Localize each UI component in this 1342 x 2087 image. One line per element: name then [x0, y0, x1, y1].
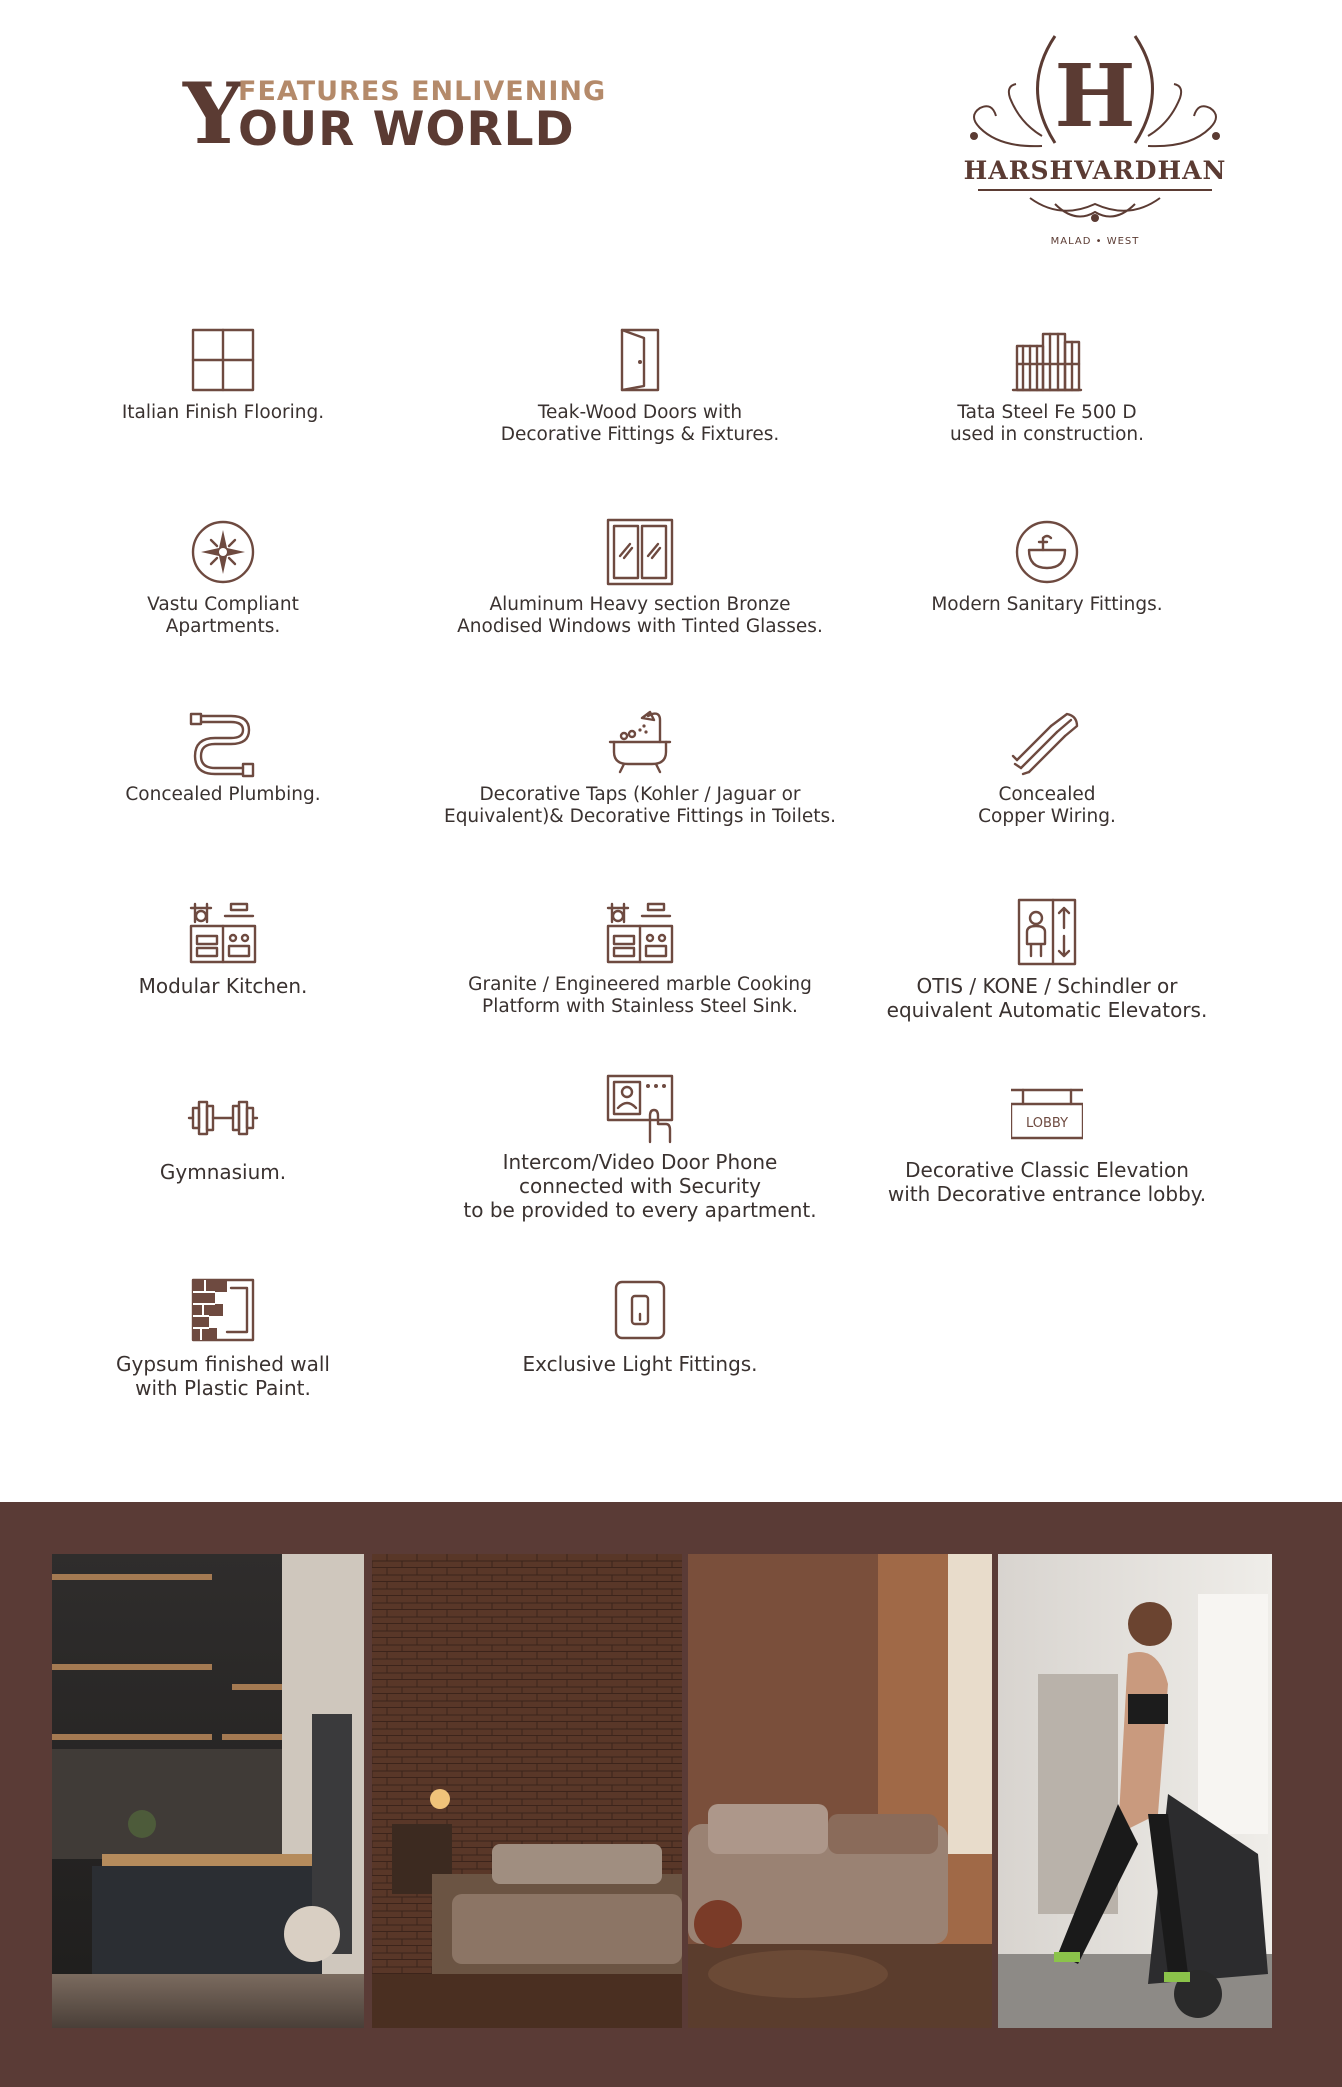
feature-teak-doors	[430, 324, 850, 446]
headline	[183, 64, 607, 163]
feature-vastu	[13, 516, 433, 638]
feature-label: Exclusive Light Fittings.	[522, 1352, 758, 1376]
feature-tata-steel	[837, 324, 1257, 446]
wires-icon	[1011, 706, 1083, 778]
bedroom-photo	[372, 1554, 682, 2028]
elevator-icon	[1011, 896, 1083, 968]
feature-cooking-platform	[430, 896, 850, 1018]
pipe-icon	[187, 706, 259, 778]
feature-classic-elevation	[837, 1080, 1257, 1206]
dumbbell-icon	[187, 1082, 259, 1154]
feature-label: Modular Kitchen.	[138, 974, 308, 998]
logo-brand: HARSHVARDHAN	[963, 156, 1227, 185]
feature-elevators	[837, 896, 1257, 1022]
feature-gypsum-wall	[13, 1274, 433, 1400]
sink-icon	[1011, 516, 1083, 588]
light-switch-icon	[604, 1274, 676, 1346]
door-icon	[604, 324, 676, 396]
feature-label: Concealed Copper Wiring.	[978, 784, 1116, 827]
feature-gymnasium	[13, 1082, 433, 1184]
feature-light-fittings	[430, 1274, 850, 1376]
feature-label: Decorative Classic Elevation with Decorative entrance lobby.	[887, 1158, 1207, 1206]
feature-label: Italian Finish Flooring.	[121, 402, 325, 423]
feature-modular-kitchen	[13, 896, 433, 998]
feature-label: Gypsum finished wall with Plastic Paint.	[116, 1352, 330, 1400]
living-room-photo	[688, 1554, 992, 2028]
gym-photo	[998, 1554, 1272, 2028]
feature-copper-wiring	[837, 706, 1257, 828]
logo-location: MALAD • WEST	[1050, 236, 1140, 247]
feature-label: Modern Sanitary Fittings.	[931, 594, 1163, 615]
feature-intercom	[430, 1072, 850, 1222]
feature-label: OTIS / KONE / Schindler or equivalent Automatic Elevators.	[886, 974, 1208, 1022]
feature-sanitary	[837, 516, 1257, 616]
headline-line1: FEATURES ENLIVENING	[238, 76, 607, 107]
intercom-icon	[604, 1072, 676, 1144]
building-icon	[1011, 324, 1083, 396]
kitchen-icon	[187, 896, 259, 968]
feature-label: Gymnasium.	[159, 1160, 287, 1184]
bathtub-icon	[604, 706, 676, 778]
feature-plumbing	[13, 706, 433, 806]
logo-monogram: H	[1054, 46, 1136, 147]
feature-label: Granite / Engineered marble Cooking Platform with Stainless Steel Sink.	[468, 974, 812, 1017]
feature-label: Decorative Taps (Kohler / Jaguar or Equivalent)& Decorative Fittings in Toilets.	[444, 784, 836, 827]
feature-label: Teak-Wood Doors with Decorative Fittings & Fixtures.	[500, 402, 780, 445]
harshvardhan-logo	[960, 28, 1230, 258]
kitchen-platform-icon	[604, 896, 676, 968]
feature-aluminum-windows	[430, 516, 850, 638]
headline-line2: OUR WORLD	[238, 102, 575, 157]
wall-icon	[187, 1274, 259, 1346]
kitchen-photo	[52, 1554, 364, 2028]
compass-icon	[187, 516, 259, 588]
feature-label: Intercom/Video Door Phone connected with Security to be provided to every apartment.	[463, 1150, 817, 1222]
lobby-sign-icon	[1011, 1080, 1083, 1152]
tile-grid-icon	[187, 324, 259, 396]
feature-label: Aluminum Heavy section Bronze Anodised Windows with Tinted Glasses.	[457, 594, 823, 637]
feature-label: Vastu Compliant Apartments.	[147, 594, 299, 637]
feature-label: Concealed Plumbing.	[125, 784, 321, 805]
feature-label: Tata Steel Fe 500 D used in construction.	[949, 402, 1145, 445]
feature-italian-flooring	[13, 324, 433, 424]
photo-gallery	[0, 1502, 1342, 2087]
headline-initial: Y	[183, 64, 243, 163]
feature-decorative-taps	[430, 706, 850, 828]
logo-emblem-icon	[960, 28, 1230, 238]
window-icon	[604, 516, 676, 588]
lobby-sign-text: LOBBY	[1025, 1116, 1069, 1131]
